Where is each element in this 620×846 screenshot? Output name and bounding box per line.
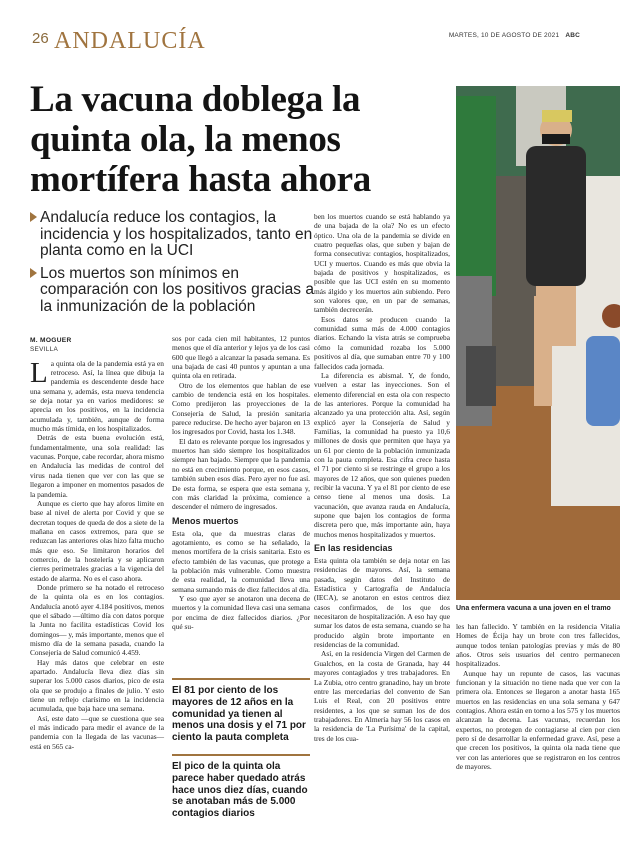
triangle-bullet-icon — [30, 268, 37, 278]
pull-quote: El 81 por ciento de los mayores de 12 años en la comunidad ya tienen al menos una dosis y el 71 por ciento la pauta completa — [172, 678, 310, 744]
page-header — [32, 30, 592, 62]
subheads — [30, 210, 320, 321]
paragraph: Otro de los elementos que hablan de ese cambio de tendencia está en los hospitales. Como predijeron las proyecciones de la Consejería de Salud, la presión sanitaria parece reducirse. De hecho ayer bajaron en 13 los ingresados por Covid, hasta los 1.348. — [172, 380, 310, 437]
dateline-date: MARTES, 10 DE AGOSTO DE 2021 — [448, 32, 560, 39]
subhead-text: Los muertos son mínimos en comparación con los positivos gracias a la inmunización de la población — [40, 264, 314, 315]
paragraph: Así, este dato —que se cuestiona que sea el más indicado para medir el avance de la pandemia con la llegada de las vacunas— está en 565 ca- — [30, 713, 164, 751]
subhead-text: Andalucía reduce los contagios, la incidencia y los hospitalizados, tanto en planta como en la UCI — [40, 209, 313, 259]
article-column-4 — [456, 622, 620, 772]
article-column-2 — [172, 334, 310, 631]
paragraph: Detrás de esta buena evolución está, fundamentalmente, una sola realidad: las vacunas. Porque, cabe recordar, ahora mismo en Andalucía las medidas de control del virus nada tienen que ver con las que se llegaron a imponer en momentos pasados de la pandemia. — [30, 433, 164, 499]
section-subtitle: Menos muertos — [172, 515, 239, 526]
paragraph: Aunque es cierto que hay aforos limite en base al nivel de alerta por Covid y que se decretan toques de queda de dos a siete de la mañana en casos extremos, para que se reduzcan las anteriores olas hizo falta mucho más que eso. Se limitaron horarios del comercio, de la hostelería y se aplicaron cierres perimetrales gracias a la vigencia del estado de alarma. No es el caso ahora. — [30, 498, 164, 583]
dateline — [449, 32, 580, 39]
article-column-1 — [30, 336, 164, 751]
brand-name: ABC — [565, 32, 580, 39]
paragraph: Así, en la residencia Virgen del Carmen de Gualchos, en la costa de Granada, hay 44 mayores contagiados y tres trabajadores. En La Zubia, otro centro granadino, hay un brote entre las mercedarias del convento de San Luis el Real, con 20 positivos entre residentes, a los que se suman los de dos trabajadores. En Almería hay 56 los casos en la residencia de 'La Purísima' de la capital, tres de los cua- — [314, 649, 450, 743]
paragraph: ben los muertos cuando se está hablando ya de una bajada de la ola? No es un efecto óptico. Una ola de la pandemia se divide en cuatro pequeñas olas, que suben y bajan de forma consecutiva: contagios, hospitalizados, UCI y muertos. Cuando es más que obvia la bajada de positivos y hospitalizados, es posible que las UCI estén en su momento más álgido y los muertos aún subiendo. Pero son valores que, en un par de semanas, también decrecerán. — [314, 212, 450, 315]
byline-author: M. MOGUER — [30, 337, 72, 344]
page-number: 26 — [32, 30, 49, 47]
vaccination-photo-illustration — [456, 86, 620, 600]
dropcap: L — [30, 356, 48, 389]
paragraph-text: a quinta ola de la pandemia está ya en retroceso. Así, la línea que dibuja la pandemia es descendente desde hace una semana y, además, esta nueva tendencia se deja notar ya en varios medidores: se aprecia en los positivos, en la incidencia acumulada y, también, aunque de forma mucho más tímida, en los hospitalizados. — [30, 358, 164, 434]
paragraph: Hay más datos que celebrar en este apartado. Andalucía lleva diez días sin superar los 5.000 casos diarios, pico de esta ola que se produjo a finales de julio. Y esto tiene un reflejo clarísimo en la incidencia acumulada, que baja hace una semana. — [30, 657, 164, 714]
section-title: ANDALUCÍA — [54, 28, 206, 54]
paragraph: Esta quinta ola también se deja notar en las residencias de mayores. Así, la semana pasada, según datos del Instituto de Estadística y Cartografía de Andalucía (IECA), se anotaron en estos centros diez casos confirmados, de los que dos necesitaron de hospitalización. A eso hay que sumar los datos de esta semana, cuando se ha producido algún brote importante en residencias de la comunidad. — [314, 556, 450, 650]
news-photo — [456, 86, 620, 600]
paragraph: La diferencia es abismal. Y, de fondo, vuelven a estar las inyecciones. Son el elemento diferencial en esta ola con respecto de las anteriores. Porque la comunidad ha alcanzado ya una protección alta. Así, según explicó ayer la Consejería de Salud y Familias, la comunidad ha puesto ya 10,6 millones de dosis que permiten que haya ya un 61 por ciento de la población inmunizada con la pauta completa. Esa cifra crece hasta el 71 por ciento si se restringe el grupo a los mayores de 12 años, que son quienes pueden recibir la vacuna. Y ya el 81 por ciento de ese censo tiene al menos una dosis. La vacunación, que avanza rauda en Andalucía, supone que bajen los contagios de forma discreta pero que, más importante aún, haya muchos menos hospitalizados y muertos. — [314, 370, 450, 539]
subhead — [30, 210, 320, 260]
paragraph: Esos datos se producen cuando la comunidad suma más de 4.000 contagios diarios. Echando la vista atrás se comprueba cómo la comunidad rozaba los 5.000 positivos al día, que sumaban entre 70 y 100 fallecidos cada jornada. — [314, 314, 450, 371]
pull-quote: El pico de la quinta ola parece haber quedado atrás hace unos diez días, cuando se anotaban más de 5.000 contagios diarios — [172, 754, 310, 820]
subhead — [30, 266, 320, 316]
paragraph: El dato es relevante porque los ingresados y muertos han sido siempre los hospitalizados siempre han bajado. Siempre que la pandemia no está en crecimiento porque, en esos casos, también suben esos días. Pero ayer no fue así. De esta forma, se espera que esta semana y, con más claridad la próxima, comience a descender el número de ingresados. — [172, 436, 310, 512]
paragraph: Esta ola, que da muestras claras de agotamiento, es como se ha señalado, la menos mortífera de la crisis sanitaria. Esto es efecto también de las vacunas, que protege a la población más vulnerable. Como muestra de esta realidad, la comunidad lleva una semana sumando más de diez fallecidos al día. — [172, 528, 310, 594]
paragraph: les han fallecido. Y también en la residencia Vitalia Homes de Écija hay un brote con tres fallecidos, aunque todos tenían patologías previas y más de 80 años. Otros seis usuarios del centro permanecen hospitalizados. — [456, 622, 620, 669]
photo-caption: Una enfermera vacuna a una joven en el tramo — [456, 605, 611, 612]
paragraph: Donde primero se ha notado el retroceso de la quinta ola es en los contagios. Andalucía anotó ayer 4.184 positivos, menos que el sábado —último día con datos porque la Junta no facilita estadísticas Covid los domingos— y, más importante, menos que el mismo día de la semana pasada, cuando la Consejería de Salud comunicó 4.459. — [30, 582, 164, 658]
paragraph — [30, 356, 164, 434]
paragraph: Aunque hay un repunte de casos, las vacunas funcionan y la situación no tiene nada que ver con la primera ola. Entonces se llegaron a anotar hasta 165 muertos en las residencias en una sola semana y 647 contagios. Ahora están en torno a los 575 y los muertos alcanzan la decena. Las vacunas, recuerdan los expertos, no protegen de contagiarse al cien por cien pero sí de desarrollar la enfermedad grave. Así, pese a que crecen los positivos, la quinta ola nada tiene que ver con las anteriores que se registraron en los centros de mayores. — [456, 668, 620, 772]
article-column-3 — [314, 212, 450, 743]
section-subtitle: En las residencias — [314, 543, 393, 554]
paragraph: sos por cada cien mil habitantes, 12 puntos menos que el día anterior y lejos ya de los casi 600 que llegó a alcanzar la pasada semana. Es una bajada de casi 40 puntos y apuntan a una quinta ola en retirada. — [172, 334, 310, 381]
triangle-bullet-icon — [30, 212, 37, 222]
paragraph: Y eso que ayer se anotaron una decena de muertos y la comunidad lleva casi una semana por encima de diez fallecidos diarios. ¿Por qué su- — [172, 593, 310, 631]
byline-city: SEVILLA — [30, 346, 59, 354]
headline: La vacuna doblega la quinta ola, la menos mortífera hasta ahora — [30, 79, 372, 200]
